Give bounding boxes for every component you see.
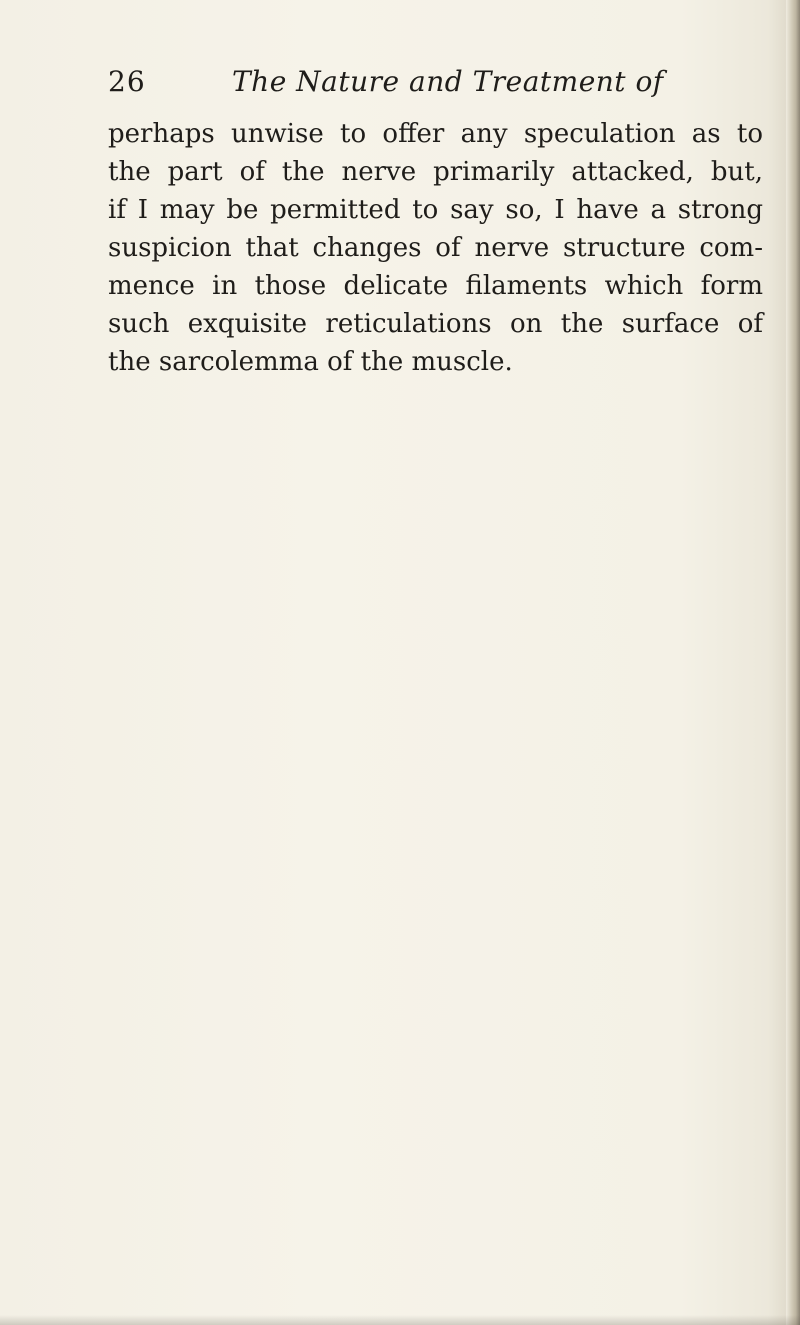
text-line: mence in those delicate filaments which form (108, 271, 763, 301)
page-edge (786, 0, 800, 1325)
bottom-shadow (0, 1315, 800, 1325)
running-title: The Nature and Treatment of (232, 65, 664, 98)
text-line: perhaps unwise to offer any speculation as to (108, 119, 763, 149)
text-line: the part of the nerve primarily attacked, but, (108, 157, 763, 187)
text-line: if I may be permitted to say so, I have a strong (108, 195, 763, 225)
running-head (108, 62, 668, 102)
text-line: the sarcolemma of the muscle. (108, 347, 513, 377)
body-paragraph (108, 115, 763, 381)
page-number: 26 (108, 65, 146, 98)
text-line: suspicion that changes of nerve structure com- (108, 233, 763, 263)
text-line: such exquisite reticulations on the surface of (108, 309, 763, 339)
